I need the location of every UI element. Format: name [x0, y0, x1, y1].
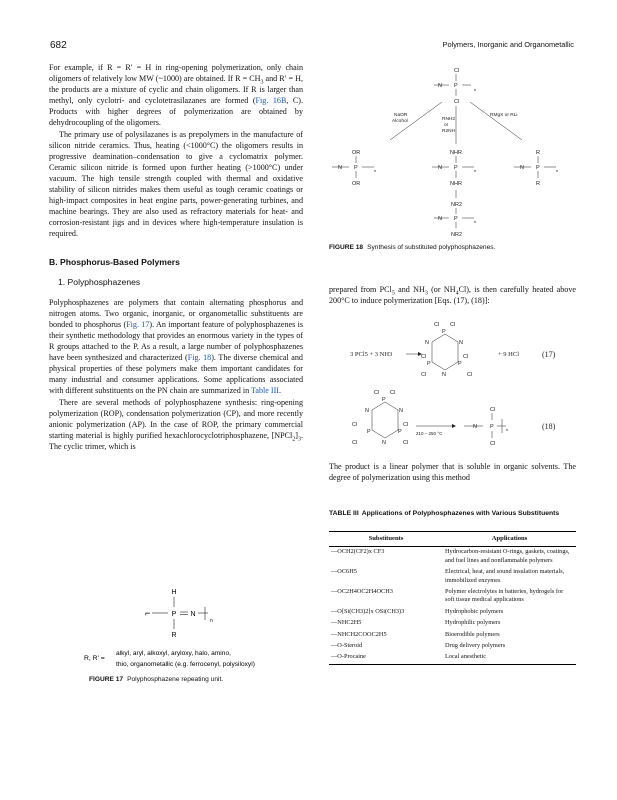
eq17-p-right: P: [458, 361, 462, 367]
eq18-condition: 210 – 250 °C: [416, 431, 443, 436]
fig18-top-cl1: Cl: [454, 68, 460, 74]
eq18-p-right: P: [398, 429, 402, 435]
table-row: [329, 630, 576, 641]
table-3-caption-text: Applications of Polyphosphazenes with Various Substituents: [361, 510, 560, 517]
fig17-legend-label: R, R′ =: [84, 655, 105, 662]
eq17-n-left: N: [425, 340, 429, 346]
table-3-caption-label: TABLE III: [329, 510, 359, 517]
fig18-right-p: P: [536, 165, 540, 171]
eq18-cl-f: Cl: [403, 440, 409, 446]
table-cell-application: Polymer electrolytes in batteries, hydrogels for soft tissue medical applications: [445, 588, 564, 604]
fig18-right-r2: R: [536, 181, 540, 187]
running-title: Polymers, Inorganic and Organometallic: [442, 40, 574, 49]
eq18-cl-c: Cl: [352, 422, 358, 428]
left-column: [49, 62, 303, 452]
fig18-right-n: N: [520, 165, 524, 171]
fig18-top-n: N: [438, 83, 442, 89]
eq18-poly-sub-n: n: [506, 427, 509, 432]
eq18-n-bottom: N: [382, 440, 386, 446]
table-3-header-applications: Applications: [443, 532, 576, 547]
table-row: [329, 607, 576, 618]
eq17-p-top: P: [442, 329, 446, 335]
fig18-left-n: N: [338, 165, 342, 171]
table-row: [329, 618, 576, 629]
table-cell-application: Hydrophilic polymers: [445, 619, 501, 627]
table-row: [329, 587, 576, 607]
fig18-bottom-sub-n: n: [474, 219, 477, 224]
table-cell-substituent: —O-Procaine: [329, 652, 443, 664]
table-cell-application: Hydrophobic polymers: [445, 607, 504, 615]
eq17-products: + 9 HCl: [498, 351, 520, 358]
table-cell-application: Local anesthetic: [443, 652, 576, 664]
fig18-mid-n: N: [438, 165, 442, 171]
eq17-number: (17): [542, 350, 556, 359]
eq17-cl-c: Cl: [421, 354, 427, 360]
fig17-atom-n: N: [190, 611, 196, 618]
eq18-poly-cl1: Cl: [490, 407, 496, 413]
fig18-top-p: P: [454, 83, 458, 89]
table-3-header-substituents: Substituents: [329, 532, 443, 547]
eq17-n-right: N: [459, 340, 463, 346]
eq18-number: (18): [542, 422, 556, 431]
table-cell-substituent: —OC2H4OC2H4OCH3: [331, 588, 393, 596]
eq18-cl-a: Cl: [374, 390, 380, 396]
table-cell-application: Hydrocarbon-resistant O-rings, gaskets, coatings, and fuel lines and nonflammable polymers: [445, 548, 570, 564]
right-column-para2: [329, 461, 576, 483]
paragraph-trimer-preparation: prepared from PCl$_5$ and $NH_3$ (or $NH_4Cl$), is then carefully heated above 200°C to induce polymerization [Eqs. (17), (18)]:: [329, 285, 576, 306]
table-cell-substituent: —O[Si(CH3)2]x OSi(CH3)3: [331, 607, 405, 615]
eq18-n-left: N: [365, 408, 369, 414]
eq18-poly-cl2: Cl: [490, 441, 496, 447]
fig18-reagent-mid-or: or: [444, 123, 449, 128]
cross-reference-link[interactable]: Fig. 18: [187, 353, 212, 363]
fig18-reagent-mid2: R2NH: [442, 129, 456, 134]
paragraph-linear-polymer: The product is a linear polymer that is soluble in organic solvents. The degree of polymerization using this method: [329, 462, 576, 483]
cross-reference-link[interactable]: Fig. 16B: [255, 96, 287, 106]
figure-17-structure: [60, 580, 310, 670]
subsection-heading: 1. Polyphosphazenes: [58, 276, 141, 287]
table-cell-application: Electrical, heat, and sound insulation materials, immobilized enzymes: [445, 568, 565, 584]
table-3-caption: [329, 509, 576, 518]
figure-18-scheme: [330, 62, 580, 247]
eq18-cl-b: Cl: [390, 390, 396, 396]
eq17-reactants: 3 PCl5 + 3 NH3: [350, 351, 393, 358]
fig18-bottom-n: N: [438, 216, 442, 222]
table-cell-application: Drug delivery polymers: [445, 642, 506, 650]
fig17-atom-h: H: [171, 589, 177, 596]
table-row: [329, 652, 576, 664]
fig18-right-sub-n: n: [556, 168, 559, 173]
table-cell-substituent: —OC6H5: [331, 568, 357, 576]
fig18-left-or2: OR: [352, 181, 361, 187]
table-row: [329, 567, 576, 587]
fig18-bottom-nr2-2: NR2: [451, 232, 463, 238]
paragraph-polysilazane-uses: The primary use of polysilazanes is as prepolymers in the manufacture of silicon nitride ceramics. Thus, heating (<1000°C) the oligomers results in progressive deamination–condensation to give a cyclomatrix polymer. Ceramic silicon nitride is formed upon further heating (>1000°C) under vacuum. The high tensile strength coupled with thermal and oxidative stability of silicon nitrides makes them useful as tough ceramic coatings or high-impact composites in heat engine parts, power-generating turbines, and machine bearings. They are also used as refractory materials for heat- and corrosion-resistant jigs and in devices where high-temperature insulation is required.: [49, 129, 303, 239]
figure-17-caption: [89, 676, 223, 683]
fig18-mid-nhr2: NHR: [450, 181, 462, 187]
fig17-legend-line1: alkyl, aryl, alkoxyl, aryloxy, halo, amino,: [116, 650, 231, 657]
paragraph-polyphosphazenes-intro: Polyphosphazenes are polymers that contain alternating phosphorus and nitrogen atoms. Two organic, inorganic, or organometallic substituents are bonded to phosphorus (Fig. 17). An important feature of polyphosphazenes is their synthetic methodology that provides an enormous variety in the types of R groups attached to the P. As a result, a large number of polyphosphazenes have been synthesized and characterized (Fig. 18). The diverse chemical and physical properties of these polymers make them important candidates for many industrial and consumer applications. Some applications associated with different substituents on the PN chain are summarized in Table III.: [49, 297, 303, 396]
eq18-cl-d: Cl: [352, 440, 358, 446]
fig18-reagent-left2: Alcohol: [392, 119, 408, 124]
fig18-top-cl2: Cl: [454, 99, 460, 105]
fig18-bottom-nr2-1: NR2: [451, 202, 463, 208]
figure-18-caption: [329, 244, 495, 251]
eq17-cl-e: Cl: [463, 354, 469, 360]
eq18-p-top: P: [382, 397, 386, 403]
figure-17-caption-text: Polyphosphazene repeating unit.: [127, 676, 224, 683]
table-row: [329, 641, 576, 652]
fig17-atom-r: R: [171, 632, 177, 639]
paragraph-polysilazane-oligomers: For example, if R = R′ = H in ring-opening polymerization, only chain oligomers of relatively low MW (~1000) are obtained. If $R = CH_3$ and R′ = H, the products are a mixture of cyclic and chain oligomers. If R is larger than methyl, only cyclotri- and cyclotetrasilazanes are formed (Fig. 16B, C). Products with higher degrees of polymerization are obtained by dehydrocoupling of the oligomers.: [49, 63, 303, 128]
eq18-n-right: N: [399, 408, 403, 414]
figure-18-caption-label: FIGURE 18: [329, 244, 364, 251]
eq17-cl-d: Cl: [421, 372, 427, 378]
eq18-p-left: P: [367, 429, 371, 435]
fig18-bottom-p: P: [454, 216, 458, 222]
figure-17-caption-label: FIGURE 17: [89, 676, 124, 683]
fig17-atom-p: P: [171, 611, 177, 618]
eq17-cl-b: Cl: [450, 322, 456, 328]
section-heading: B. Phosphorus-Based Polymers: [49, 256, 180, 267]
table-cell-substituent: —OCH2(CF2)x CF3: [331, 548, 385, 556]
fig18-mid-p: P: [454, 165, 458, 171]
eq18-cl-e: Cl: [403, 422, 409, 428]
fig17-legend-line2: thio, organometallic (e.g. ferrocenyl, polysiloxyl): [116, 661, 255, 668]
eq17-p-left: P: [427, 361, 431, 367]
table-cell-substituent: —NHC2H5: [331, 619, 362, 627]
eq17-n-bottom: N: [442, 372, 446, 378]
svg-text:⌐: ⌐: [145, 608, 151, 618]
fig18-left-sub-n: n: [374, 168, 377, 173]
equations-17-18: [330, 322, 580, 457]
fig18-mid-sub-n: n: [474, 168, 477, 173]
fig18-reagent-right: RMgX or RLi: [490, 113, 518, 118]
table-cell-application: Bioerodible polymers: [445, 630, 500, 638]
eq17-cl-a: Cl: [434, 322, 440, 328]
fig18-reagent-mid1: RNH2: [442, 117, 456, 122]
eq18-poly-n: N: [473, 424, 477, 430]
fig18-top-sub-n: n: [474, 87, 477, 92]
table-row: [329, 547, 576, 567]
figure-18-caption-text: Synthesis of substituted polyphosphazenes.: [367, 244, 496, 251]
table-cell-substituent: —O-Steroid: [331, 642, 363, 650]
cross-reference-link[interactable]: Fig. 17: [126, 319, 150, 329]
eq17-cl-f: Cl: [467, 372, 473, 378]
fig17-subscript-n: n: [210, 618, 213, 624]
paragraph-synthesis-methods: There are several methods of polyphosphazene synthesis: ring-opening polymerization (ROP), condensation polymerization (CP), and more recently anionic polymerization (AP). In the case of ROP, the primary commercial starting material is highly purified hexachlorocyclotriphosphazene, $[NPCl_2]_3$. The cyclic trimer, which is: [49, 397, 303, 451]
fig18-right-r1: R: [536, 150, 540, 156]
fig18-reagent-left: NaOR: [394, 113, 408, 118]
right-column-para1: [329, 284, 576, 306]
fig18-left-p: P: [354, 165, 358, 171]
fig18-left-or1: OR: [352, 150, 361, 156]
page-number: 682: [50, 40, 67, 51]
table-cell-substituent: —NHCH2COOC2H5: [331, 630, 387, 638]
eq18-poly-p: P: [490, 424, 494, 430]
fig18-mid-nhr1: NHR: [450, 150, 462, 156]
cross-reference-link[interactable]: Table III: [251, 386, 279, 396]
table-3: [329, 531, 576, 665]
